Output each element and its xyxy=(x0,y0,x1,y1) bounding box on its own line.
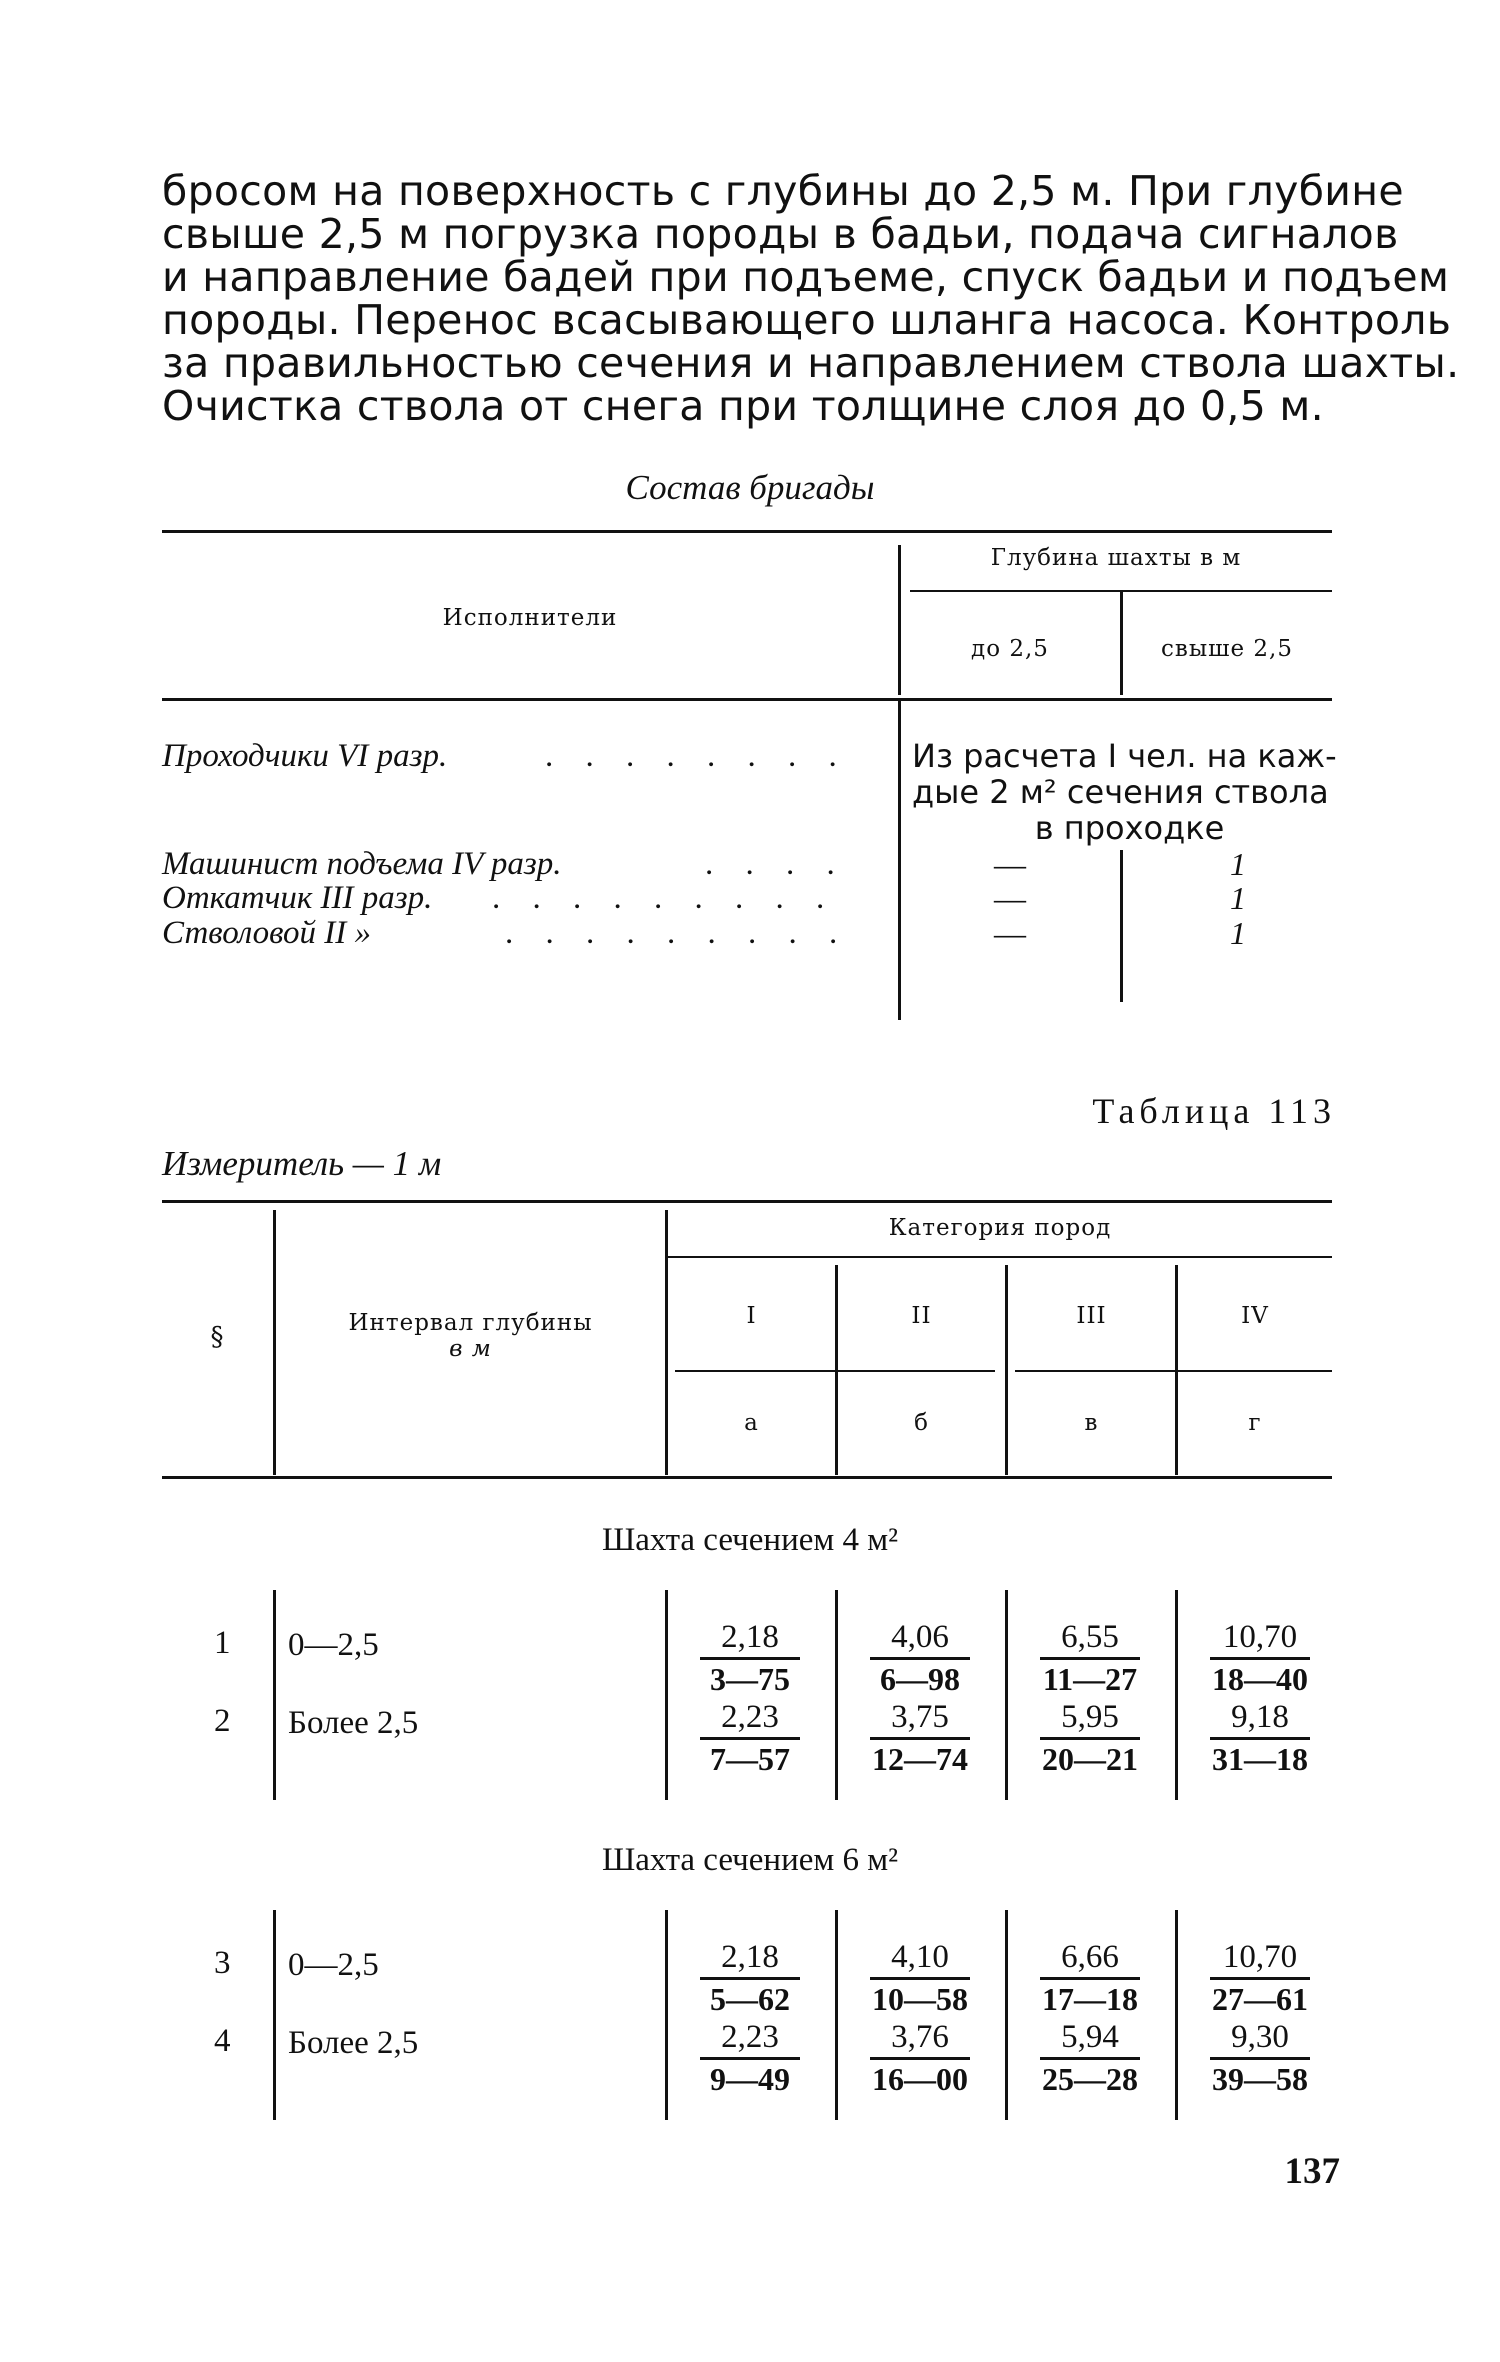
rate-value: 4,06 xyxy=(891,1619,949,1655)
rate-value: 5,95 xyxy=(1061,1699,1119,1735)
column-divider xyxy=(1005,1265,1008,1475)
table-measure: Измеритель — 1 м xyxy=(162,1144,442,1183)
rate-cost: 6—98 xyxy=(880,1661,960,1697)
leader-dots: . . . . . . . . . xyxy=(492,880,837,916)
rate-cell xyxy=(690,1618,810,1698)
header-category: Категория пород xyxy=(888,1215,1112,1241)
divider xyxy=(162,1476,1332,1479)
row-interval: Более 2,5 xyxy=(288,2025,419,2061)
rate-cell xyxy=(1030,1938,1150,2018)
header-letter-a: а xyxy=(744,1410,759,1436)
brigade-row-label: Стволовой II » xyxy=(162,915,372,951)
header-category-iii: III xyxy=(1076,1303,1107,1329)
column-divider xyxy=(273,1590,276,1800)
divider xyxy=(162,530,1332,533)
brigade-cell-upto: — xyxy=(994,880,1026,916)
header-interval-line: в м xyxy=(449,1336,492,1362)
brigade-cell-over: 1 xyxy=(1230,915,1246,951)
header-letter-b: б xyxy=(914,1410,929,1436)
brigade-caption: Состав бригады xyxy=(625,468,875,507)
rate-value: 10,70 xyxy=(1222,1619,1298,1655)
rate-cost: 11—27 xyxy=(1042,1661,1138,1697)
rate-cost: 3—75 xyxy=(710,1661,790,1697)
row-number: 2 xyxy=(214,1703,231,1739)
divider xyxy=(162,1200,1332,1203)
header-letter-g: г xyxy=(1248,1410,1262,1436)
row-number: 4 xyxy=(214,2023,231,2059)
column-divider xyxy=(1175,1910,1178,2120)
row-number: 3 xyxy=(214,1945,231,1981)
paragraph-line: свыше 2,5 м погрузка породы в бадьи, подача сигналов xyxy=(162,210,1399,258)
divider xyxy=(675,1370,995,1372)
column-divider xyxy=(665,1590,668,1800)
header-over: свыше 2,5 xyxy=(1160,636,1294,662)
rate-value: 9,30 xyxy=(1231,2019,1289,2055)
column-divider xyxy=(273,1910,276,2120)
rate-cost: 27—61 xyxy=(1212,1981,1308,2017)
note-line: в проходке xyxy=(1034,809,1225,847)
rate-value: 2,23 xyxy=(721,2019,779,2055)
rate-value: 10,70 xyxy=(1222,1939,1298,1975)
column-divider xyxy=(835,1590,838,1800)
header-category-i: I xyxy=(746,1303,757,1329)
header-performers: Исполнители xyxy=(442,605,618,631)
brigade-cell-over: 1 xyxy=(1230,880,1246,916)
rate-cost: 39—58 xyxy=(1212,2061,1308,2097)
header-category-ii: II xyxy=(911,1303,932,1329)
rate-cost: 9—49 xyxy=(710,2061,790,2097)
section-title: Шахта сечением 4 м² xyxy=(601,1522,899,1558)
rate-cell xyxy=(860,1938,980,2018)
page-number: 137 xyxy=(1284,2151,1340,2192)
rate-cell xyxy=(690,1698,810,1778)
header-interval xyxy=(276,1310,665,1362)
rate-cell xyxy=(860,1698,980,1778)
rate-cost: 17—18 xyxy=(1042,1981,1138,2017)
rate-value: 6,66 xyxy=(1061,1939,1119,1975)
rate-cost: 5—62 xyxy=(710,1981,790,2017)
row-interval: Более 2,5 xyxy=(288,1705,419,1741)
rate-cell xyxy=(1030,2018,1150,2098)
rate-cell xyxy=(1200,1698,1320,1778)
rate-value: 2,23 xyxy=(721,1699,779,1735)
rate-cell xyxy=(1030,1698,1150,1778)
paragraph-line: бросом на поверхность с глубины до 2,5 м. При глубине xyxy=(162,167,1404,215)
rate-cell xyxy=(690,1938,810,2018)
leader-dots: . . . . . . . . . xyxy=(505,915,850,951)
header-letter-v: в xyxy=(1084,1410,1099,1436)
rate-cell xyxy=(1200,2018,1320,2098)
table-title: Таблица 113 xyxy=(1092,1091,1336,1131)
divider xyxy=(162,698,1332,701)
column-divider xyxy=(835,1910,838,2120)
rate-cost: 7—57 xyxy=(710,1741,790,1777)
brigade-row-label: Проходчики VI разр. xyxy=(162,738,448,774)
rate-value: 2,18 xyxy=(721,1619,779,1655)
leader-dots: . . . . . . . . xyxy=(545,738,849,774)
header-section-sign: § xyxy=(210,1322,225,1352)
header-interval-line: Интервал глубины xyxy=(348,1310,593,1336)
rate-value: 3,75 xyxy=(891,1699,949,1735)
leader-dots: . . . . xyxy=(705,846,847,882)
brigade-cell-upto: — xyxy=(994,915,1026,951)
column-divider xyxy=(1175,1590,1178,1800)
paragraph-line: за правильностью сечения и направлением ствола шахты. xyxy=(162,339,1460,387)
column-divider xyxy=(1005,1910,1008,2120)
divider xyxy=(1015,1370,1332,1372)
column-divider xyxy=(1005,1590,1008,1800)
brigade-cell-over: 1 xyxy=(1230,846,1246,882)
rate-cell xyxy=(860,2018,980,2098)
header-upto: до 2,5 xyxy=(971,636,1049,662)
column-divider xyxy=(1120,850,1123,1002)
paragraph-line: породы. Перенос всасывающего шланга насоса. Контроль xyxy=(162,296,1452,344)
rate-cost: 25—28 xyxy=(1042,2061,1138,2097)
note-line: дые 2 м² сечения ствола xyxy=(912,773,1329,811)
header-depth: Глубина шахты в м xyxy=(990,545,1242,571)
row-interval: 0—2,5 xyxy=(288,1947,379,1983)
rate-value: 3,76 xyxy=(891,2019,949,2055)
row-interval: 0—2,5 xyxy=(288,1627,379,1663)
rate-value: 5,94 xyxy=(1061,2019,1119,2055)
rate-cell xyxy=(1200,1618,1320,1698)
brigade-cell-upto: — xyxy=(994,846,1026,882)
rate-cost: 20—21 xyxy=(1042,1741,1138,1777)
intro-paragraph xyxy=(162,167,1460,430)
rate-value: 9,18 xyxy=(1231,1699,1289,1735)
rate-cost: 12—74 xyxy=(872,1741,968,1777)
rate-cost: 16—00 xyxy=(872,2061,968,2097)
brigade-note xyxy=(912,738,1337,846)
rate-cost: 31—18 xyxy=(1212,1741,1308,1777)
brigade-row-label: Откатчик III разр. xyxy=(162,880,433,916)
header-category-iv: IV xyxy=(1241,1303,1269,1329)
paragraph-line: и направление бадей при подъеме, спуск бадьи и подъем xyxy=(162,253,1450,301)
row-number: 1 xyxy=(214,1625,231,1661)
rate-value: 2,18 xyxy=(721,1939,779,1975)
rate-cost: 10—58 xyxy=(872,1981,968,2017)
rate-cell xyxy=(690,2018,810,2098)
note-line: Из расчета I чел. на каж- xyxy=(912,737,1337,775)
brigade-row-label: Машинист подъема IV разр. xyxy=(162,846,562,882)
paragraph-line: Очистка ствола от снега при толщине слоя до 0,5 м. xyxy=(162,382,1324,430)
rate-value: 4,10 xyxy=(891,1939,949,1975)
column-divider xyxy=(665,1910,668,2120)
rate-cost: 18—40 xyxy=(1212,1661,1308,1697)
section-title: Шахта сечением 6 м² xyxy=(601,1842,899,1878)
rate-cell xyxy=(1200,1938,1320,2018)
rate-cell xyxy=(1030,1618,1150,1698)
rate-cell xyxy=(860,1618,980,1698)
rate-value: 6,55 xyxy=(1061,1619,1119,1655)
divider xyxy=(668,1256,1332,1258)
